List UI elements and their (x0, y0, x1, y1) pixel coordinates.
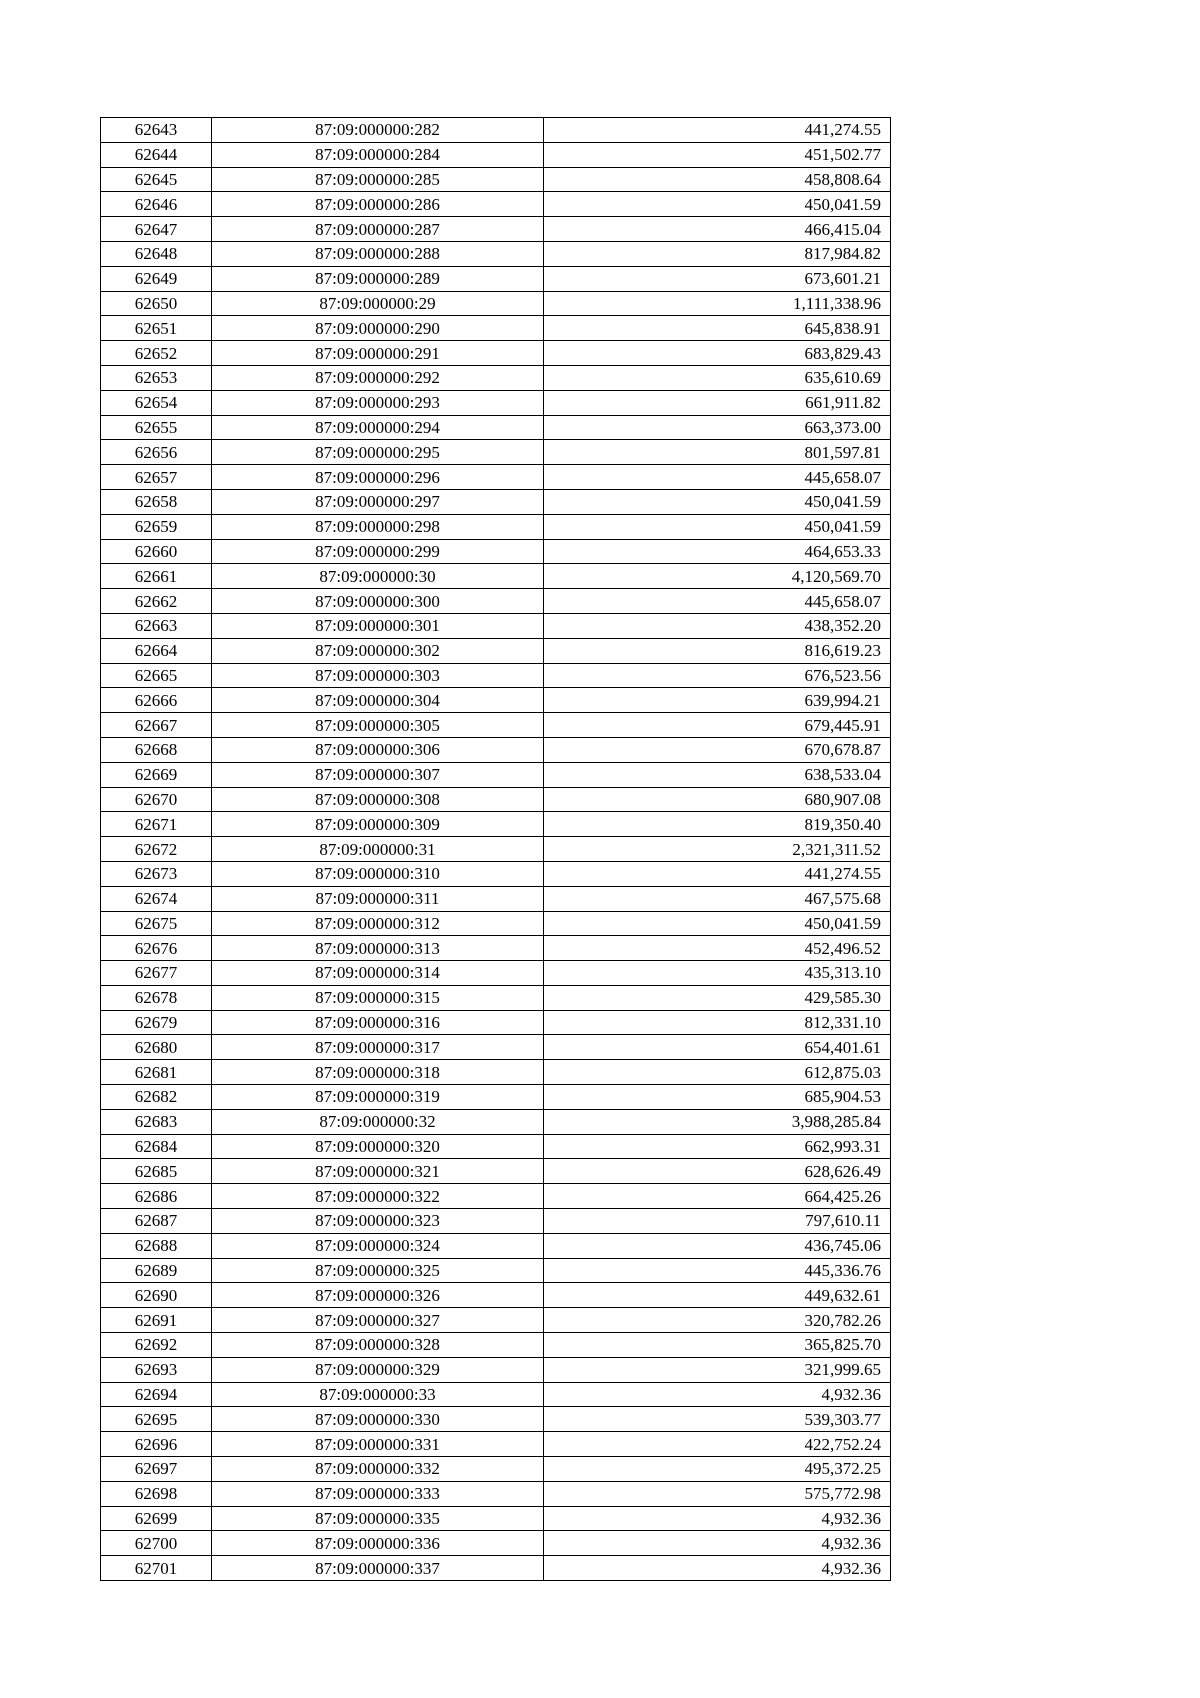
row-number-cell: 62686 (101, 1184, 212, 1209)
table-row (101, 1184, 891, 1209)
row-number-cell: 62648 (101, 241, 212, 266)
row-number-cell: 62655 (101, 415, 212, 440)
row-number-cell: 62657 (101, 465, 212, 490)
row-number-cell: 62661 (101, 564, 212, 589)
cadastral-value-cell: 645,838.91 (544, 316, 891, 341)
cadastral-value-cell: 4,120,569.70 (544, 564, 891, 589)
cadastral-value-cell: 797,610.11 (544, 1209, 891, 1234)
row-number-cell: 62689 (101, 1258, 212, 1283)
cadastral-number-cell: 87:09:000000:332 (212, 1457, 544, 1482)
row-number-cell: 62692 (101, 1333, 212, 1358)
cadastral-value-cell: 467,575.68 (544, 886, 891, 911)
row-number-cell: 62682 (101, 1085, 212, 1110)
cadastral-number-cell: 87:09:000000:316 (212, 1010, 544, 1035)
cadastral-number-cell: 87:09:000000:303 (212, 663, 544, 688)
cadastral-value-cell: 661,911.82 (544, 390, 891, 415)
cadastral-value-cell: 445,658.07 (544, 465, 891, 490)
cadastral-number-cell: 87:09:000000:320 (212, 1134, 544, 1159)
table-row (101, 688, 891, 713)
row-number-cell: 62699 (101, 1506, 212, 1531)
cadastral-value-cell: 662,993.31 (544, 1134, 891, 1159)
row-number-cell: 62685 (101, 1159, 212, 1184)
cadastral-value-cell: 812,331.10 (544, 1010, 891, 1035)
table-row (101, 564, 891, 589)
cadastral-number-cell: 87:09:000000:304 (212, 688, 544, 713)
cadastral-value-cell: 612,875.03 (544, 1060, 891, 1085)
table-row (101, 886, 891, 911)
cadastral-value-cell: 685,904.53 (544, 1085, 891, 1110)
cadastral-number-cell: 87:09:000000:286 (212, 192, 544, 217)
cadastral-value-cell: 450,041.59 (544, 192, 891, 217)
cadastral-number-cell: 87:09:000000:336 (212, 1531, 544, 1556)
cadastral-value-cell: 683,829.43 (544, 341, 891, 366)
table-row (101, 465, 891, 490)
table-row (101, 316, 891, 341)
cadastral-number-cell: 87:09:000000:326 (212, 1283, 544, 1308)
cadastral-value-cell: 429,585.30 (544, 985, 891, 1010)
table-row (101, 837, 891, 862)
table-row (101, 539, 891, 564)
cadastral-value-cell: 628,626.49 (544, 1159, 891, 1184)
table-row (101, 737, 891, 762)
cadastral-value-cell: 2,321,311.52 (544, 837, 891, 862)
cadastral-value-cell: 4,932.36 (544, 1506, 891, 1531)
cadastral-number-cell: 87:09:000000:298 (212, 514, 544, 539)
table-row (101, 1085, 891, 1110)
table-row (101, 1432, 891, 1457)
row-number-cell: 62674 (101, 886, 212, 911)
row-number-cell: 62695 (101, 1407, 212, 1432)
table-row (101, 217, 891, 242)
table-row (101, 1506, 891, 1531)
cadastral-number-cell: 87:09:000000:311 (212, 886, 544, 911)
cadastral-number-cell: 87:09:000000:335 (212, 1506, 544, 1531)
cadastral-number-cell: 87:09:000000:292 (212, 365, 544, 390)
table-row (101, 638, 891, 663)
cadastral-number-cell: 87:09:000000:313 (212, 936, 544, 961)
table-row (101, 1035, 891, 1060)
cadastral-number-cell: 87:09:000000:30 (212, 564, 544, 589)
cadastral-value-cell: 365,825.70 (544, 1333, 891, 1358)
row-number-cell: 62688 (101, 1233, 212, 1258)
table-row (101, 365, 891, 390)
cadastral-value-cell: 464,653.33 (544, 539, 891, 564)
cadastral-number-cell: 87:09:000000:306 (212, 737, 544, 762)
cadastral-number-cell: 87:09:000000:305 (212, 713, 544, 738)
row-number-cell: 62677 (101, 961, 212, 986)
cadastral-value-cell: 635,610.69 (544, 365, 891, 390)
cadastral-number-cell: 87:09:000000:29 (212, 291, 544, 316)
table-row (101, 266, 891, 291)
table-body (101, 118, 891, 1581)
table-row (101, 1109, 891, 1134)
row-number-cell: 62678 (101, 985, 212, 1010)
row-number-cell: 62669 (101, 762, 212, 787)
table-row (101, 118, 891, 143)
cadastral-value-cell: 466,415.04 (544, 217, 891, 242)
cadastral-value-cell: 4,932.36 (544, 1556, 891, 1581)
table-row (101, 1333, 891, 1358)
cadastral-number-cell: 87:09:000000:312 (212, 911, 544, 936)
cadastral-number-cell: 87:09:000000:295 (212, 440, 544, 465)
table-row (101, 192, 891, 217)
table-row (101, 787, 891, 812)
row-number-cell: 62663 (101, 613, 212, 638)
table-row (101, 142, 891, 167)
cadastral-number-cell: 87:09:000000:301 (212, 613, 544, 638)
row-number-cell: 62670 (101, 787, 212, 812)
row-number-cell: 62676 (101, 936, 212, 961)
row-number-cell: 62643 (101, 118, 212, 143)
cadastral-number-cell: 87:09:000000:282 (212, 118, 544, 143)
cadastral-number-cell: 87:09:000000:319 (212, 1085, 544, 1110)
table-row (101, 663, 891, 688)
table-row (101, 1481, 891, 1506)
cadastral-value-table (100, 117, 891, 1581)
row-number-cell: 62700 (101, 1531, 212, 1556)
cadastral-number-cell: 87:09:000000:33 (212, 1382, 544, 1407)
table-row (101, 1209, 891, 1234)
table-row (101, 613, 891, 638)
row-number-cell: 62683 (101, 1109, 212, 1134)
cadastral-value-cell: 445,336.76 (544, 1258, 891, 1283)
cadastral-number-cell: 87:09:000000:325 (212, 1258, 544, 1283)
cadastral-number-cell: 87:09:000000:287 (212, 217, 544, 242)
cadastral-number-cell: 87:09:000000:331 (212, 1432, 544, 1457)
table-row (101, 1556, 891, 1581)
cadastral-number-cell: 87:09:000000:327 (212, 1308, 544, 1333)
row-number-cell: 62671 (101, 812, 212, 837)
cadastral-number-cell: 87:09:000000:310 (212, 861, 544, 886)
table-row (101, 1159, 891, 1184)
cadastral-number-cell: 87:09:000000:324 (212, 1233, 544, 1258)
cadastral-value-cell: 639,994.21 (544, 688, 891, 713)
row-number-cell: 62664 (101, 638, 212, 663)
row-number-cell: 62693 (101, 1357, 212, 1382)
row-number-cell: 62654 (101, 390, 212, 415)
cadastral-value-cell: 676,523.56 (544, 663, 891, 688)
table-row (101, 961, 891, 986)
row-number-cell: 62680 (101, 1035, 212, 1060)
row-number-cell: 62651 (101, 316, 212, 341)
cadastral-value-cell: 638,533.04 (544, 762, 891, 787)
cadastral-number-cell: 87:09:000000:297 (212, 489, 544, 514)
table-row (101, 1531, 891, 1556)
cadastral-number-cell: 87:09:000000:318 (212, 1060, 544, 1085)
table-row (101, 762, 891, 787)
table-row (101, 985, 891, 1010)
cadastral-value-cell: 441,274.55 (544, 861, 891, 886)
row-number-cell: 62696 (101, 1432, 212, 1457)
cadastral-number-cell: 87:09:000000:285 (212, 167, 544, 192)
cadastral-value-cell: 673,601.21 (544, 266, 891, 291)
table-row (101, 390, 891, 415)
cadastral-number-cell: 87:09:000000:299 (212, 539, 544, 564)
cadastral-number-cell: 87:09:000000:31 (212, 837, 544, 862)
cadastral-value-cell: 450,041.59 (544, 514, 891, 539)
table-row (101, 167, 891, 192)
table-row (101, 812, 891, 837)
row-number-cell: 62691 (101, 1308, 212, 1333)
cadastral-value-cell: 4,932.36 (544, 1382, 891, 1407)
cadastral-number-cell: 87:09:000000:337 (212, 1556, 544, 1581)
row-number-cell: 62698 (101, 1481, 212, 1506)
cadastral-value-cell: 450,041.59 (544, 489, 891, 514)
table-row (101, 911, 891, 936)
cadastral-number-cell: 87:09:000000:32 (212, 1109, 544, 1134)
row-number-cell: 62690 (101, 1283, 212, 1308)
table-row (101, 1382, 891, 1407)
cadastral-number-cell: 87:09:000000:294 (212, 415, 544, 440)
row-number-cell: 62684 (101, 1134, 212, 1159)
row-number-cell: 62653 (101, 365, 212, 390)
table-row (101, 1010, 891, 1035)
cadastral-value-cell: 4,932.36 (544, 1531, 891, 1556)
cadastral-number-cell: 87:09:000000:296 (212, 465, 544, 490)
row-number-cell: 62687 (101, 1209, 212, 1234)
cadastral-value-cell: 436,745.06 (544, 1233, 891, 1258)
cadastral-number-cell: 87:09:000000:308 (212, 787, 544, 812)
cadastral-value-cell: 452,496.52 (544, 936, 891, 961)
table-row (101, 1060, 891, 1085)
cadastral-value-cell: 664,425.26 (544, 1184, 891, 1209)
cadastral-number-cell: 87:09:000000:322 (212, 1184, 544, 1209)
row-number-cell: 62658 (101, 489, 212, 514)
table-row (101, 241, 891, 266)
cadastral-number-cell: 87:09:000000:307 (212, 762, 544, 787)
row-number-cell: 62673 (101, 861, 212, 886)
cadastral-value-cell: 539,303.77 (544, 1407, 891, 1432)
cadastral-value-cell: 438,352.20 (544, 613, 891, 638)
row-number-cell: 62694 (101, 1382, 212, 1407)
row-number-cell: 62697 (101, 1457, 212, 1482)
table-row (101, 713, 891, 738)
cadastral-number-cell: 87:09:000000:315 (212, 985, 544, 1010)
cadastral-number-cell: 87:09:000000:302 (212, 638, 544, 663)
row-number-cell: 62649 (101, 266, 212, 291)
row-number-cell: 62645 (101, 167, 212, 192)
row-number-cell: 62668 (101, 737, 212, 762)
cadastral-number-cell: 87:09:000000:284 (212, 142, 544, 167)
row-number-cell: 62646 (101, 192, 212, 217)
row-number-cell: 62681 (101, 1060, 212, 1085)
cadastral-value-cell: 435,313.10 (544, 961, 891, 986)
cadastral-value-cell: 654,401.61 (544, 1035, 891, 1060)
table-row (101, 1308, 891, 1333)
row-number-cell: 62647 (101, 217, 212, 242)
table-row (101, 589, 891, 614)
table-row (101, 514, 891, 539)
table-row (101, 1134, 891, 1159)
cadastral-number-cell: 87:09:000000:314 (212, 961, 544, 986)
cadastral-number-cell: 87:09:000000:329 (212, 1357, 544, 1382)
cadastral-value-cell: 320,782.26 (544, 1308, 891, 1333)
table-row (101, 936, 891, 961)
cadastral-value-cell: 801,597.81 (544, 440, 891, 465)
cadastral-number-cell: 87:09:000000:333 (212, 1481, 544, 1506)
row-number-cell: 62675 (101, 911, 212, 936)
cadastral-value-cell: 321,999.65 (544, 1357, 891, 1382)
table-row (101, 440, 891, 465)
cadastral-value-cell: 445,658.07 (544, 589, 891, 614)
row-number-cell: 62666 (101, 688, 212, 713)
table-row (101, 1407, 891, 1432)
row-number-cell: 62701 (101, 1556, 212, 1581)
table-row (101, 1283, 891, 1308)
cadastral-value-cell: 663,373.00 (544, 415, 891, 440)
row-number-cell: 62650 (101, 291, 212, 316)
cadastral-value-cell: 816,619.23 (544, 638, 891, 663)
row-number-cell: 62679 (101, 1010, 212, 1035)
cadastral-value-cell: 3,988,285.84 (544, 1109, 891, 1134)
cadastral-value-cell: 1,111,338.96 (544, 291, 891, 316)
cadastral-value-cell: 458,808.64 (544, 167, 891, 192)
table-row (101, 415, 891, 440)
cadastral-value-cell: 450,041.59 (544, 911, 891, 936)
cadastral-value-cell: 819,350.40 (544, 812, 891, 837)
table-row (101, 1258, 891, 1283)
table-row (101, 1357, 891, 1382)
cadastral-value-cell: 575,772.98 (544, 1481, 891, 1506)
cadastral-value-cell: 817,984.82 (544, 241, 891, 266)
cadastral-number-cell: 87:09:000000:317 (212, 1035, 544, 1060)
table-row (101, 1457, 891, 1482)
table-row (101, 489, 891, 514)
cadastral-number-cell: 87:09:000000:309 (212, 812, 544, 837)
cadastral-value-cell: 670,678.87 (544, 737, 891, 762)
cadastral-value-cell: 679,445.91 (544, 713, 891, 738)
cadastral-number-cell: 87:09:000000:328 (212, 1333, 544, 1358)
cadastral-number-cell: 87:09:000000:293 (212, 390, 544, 415)
row-number-cell: 62659 (101, 514, 212, 539)
cadastral-number-cell: 87:09:000000:323 (212, 1209, 544, 1234)
cadastral-number-cell: 87:09:000000:330 (212, 1407, 544, 1432)
table-row (101, 861, 891, 886)
row-number-cell: 62660 (101, 539, 212, 564)
cadastral-value-cell: 680,907.08 (544, 787, 891, 812)
row-number-cell: 62652 (101, 341, 212, 366)
row-number-cell: 62665 (101, 663, 212, 688)
cadastral-number-cell: 87:09:000000:290 (212, 316, 544, 341)
row-number-cell: 62672 (101, 837, 212, 862)
table-row (101, 1233, 891, 1258)
table-row (101, 341, 891, 366)
cadastral-number-cell: 87:09:000000:300 (212, 589, 544, 614)
table-row (101, 291, 891, 316)
cadastral-number-cell: 87:09:000000:321 (212, 1159, 544, 1184)
row-number-cell: 62656 (101, 440, 212, 465)
cadastral-number-cell: 87:09:000000:289 (212, 266, 544, 291)
row-number-cell: 62667 (101, 713, 212, 738)
cadastral-value-cell: 495,372.25 (544, 1457, 891, 1482)
row-number-cell: 62662 (101, 589, 212, 614)
cadastral-value-cell: 422,752.24 (544, 1432, 891, 1457)
cadastral-number-cell: 87:09:000000:288 (212, 241, 544, 266)
cadastral-value-cell: 449,632.61 (544, 1283, 891, 1308)
cadastral-value-cell: 441,274.55 (544, 118, 891, 143)
cadastral-value-cell: 451,502.77 (544, 142, 891, 167)
row-number-cell: 62644 (101, 142, 212, 167)
cadastral-number-cell: 87:09:000000:291 (212, 341, 544, 366)
